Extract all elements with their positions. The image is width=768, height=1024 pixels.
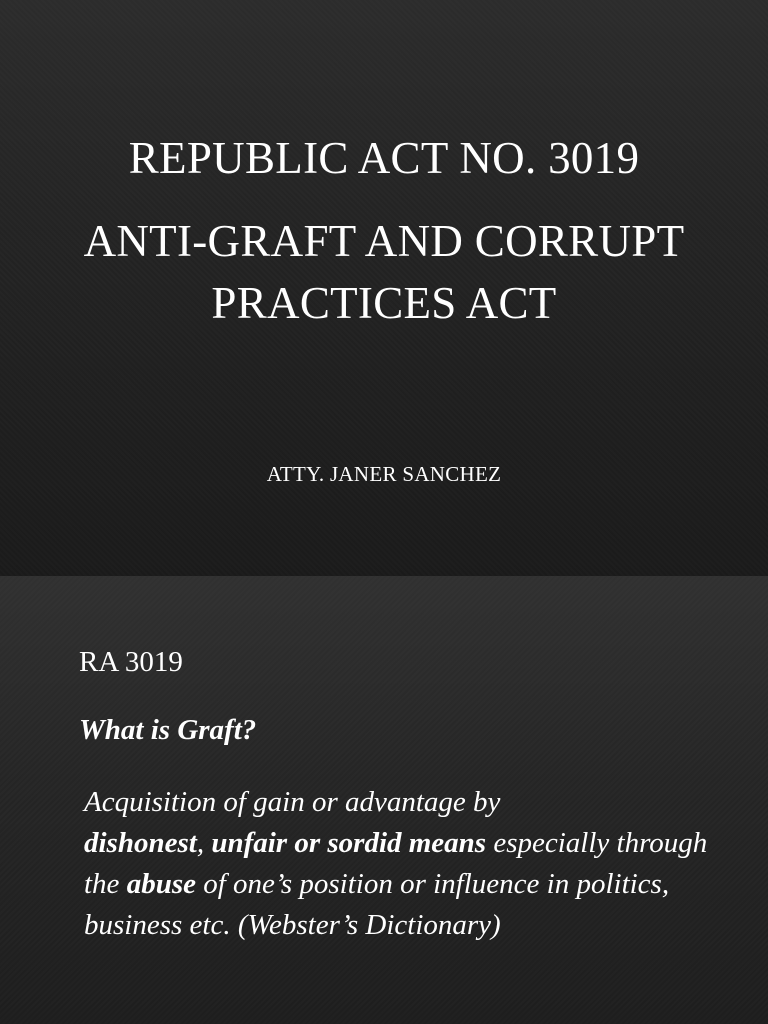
definition-text-2: ,	[196, 827, 212, 859]
definition-text-1: Acquisition of gain or advantage by	[84, 786, 501, 818]
title-line-2: ANTI-GRAFT AND CORRUPT	[83, 216, 685, 266]
definition-bold-abuse: abuse	[126, 868, 196, 900]
title-line-1: REPUBLIC ACT NO. 3019	[128, 133, 640, 183]
slide-question: What is Graft?	[79, 714, 257, 746]
definition-bold-means: unfair or sordid means	[211, 827, 487, 859]
slide-heading: RA 3019	[79, 646, 183, 678]
author-name: ATTY. JANER SANCHEZ	[266, 462, 502, 486]
definition-text-4: of one’s position or influence in politics, business etc. (Webster’s Dictionary)	[84, 868, 670, 941]
title-line-3: PRACTICES ACT	[211, 278, 557, 328]
graft-definition	[84, 782, 744, 946]
definition-bold-dishonest: dishonest	[84, 827, 197, 859]
definition-text-3: especially through the	[84, 827, 708, 900]
